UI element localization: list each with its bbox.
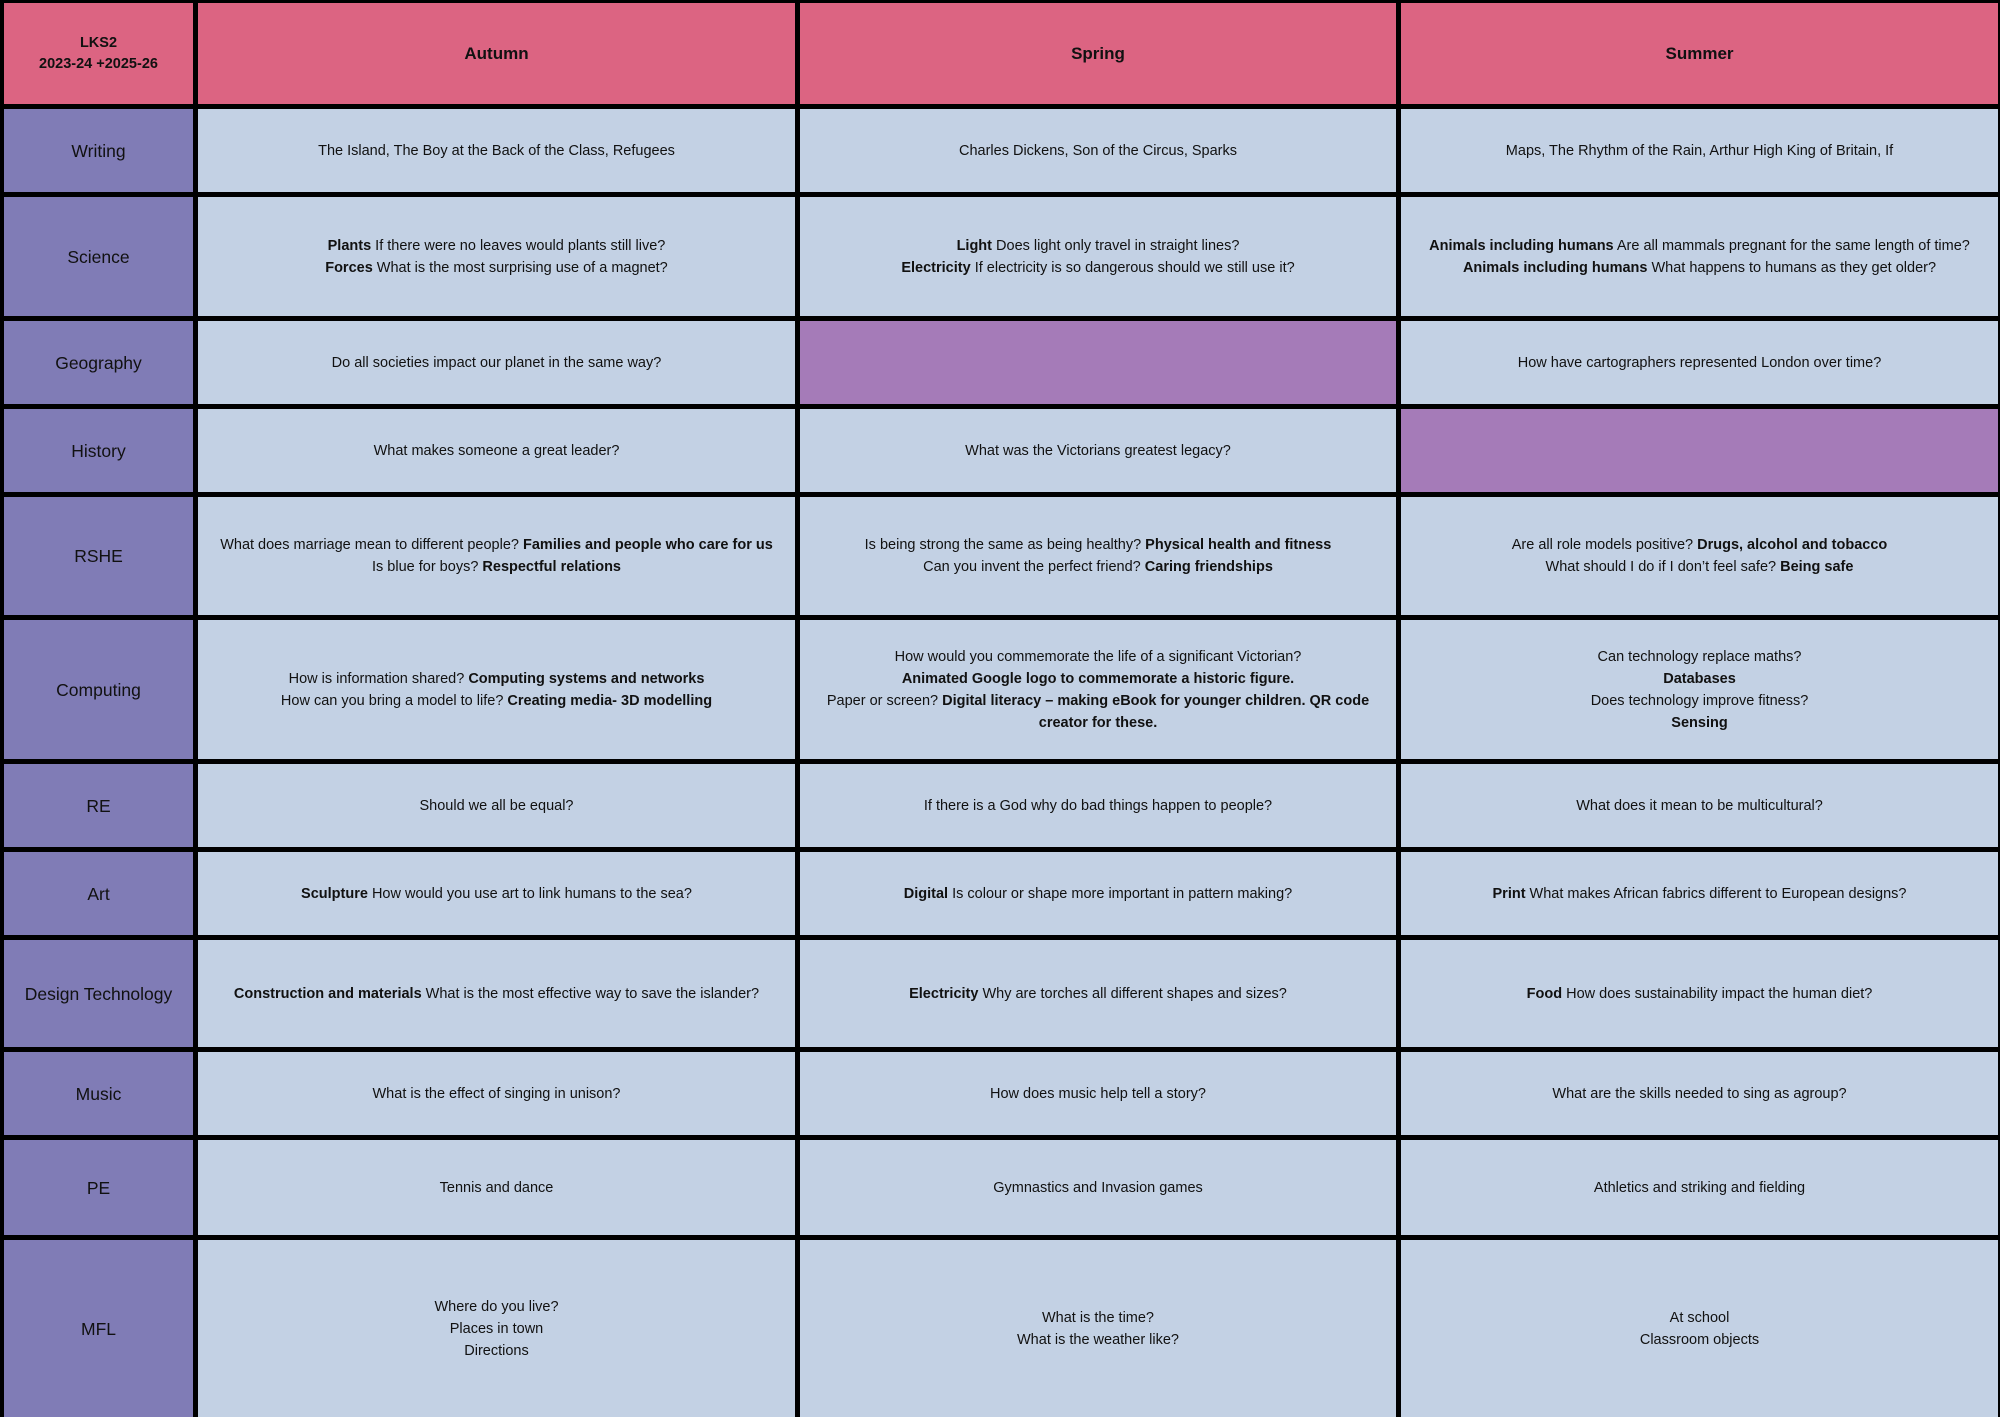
topic-bold-text: Electricity: [901, 259, 971, 276]
topic-cell-spring: [800, 1140, 1396, 1235]
topic-cell-spring: [800, 497, 1396, 615]
topic-line: [924, 795, 1272, 817]
topic-text: What is the weather like?: [1017, 1331, 1179, 1348]
topic-text: Can technology replace maths?: [1597, 648, 1802, 665]
topic-bold-text: Caring friendships: [1144, 559, 1273, 575]
topic-bold-text: Sensing: [1671, 714, 1728, 731]
topic-line: [901, 257, 1294, 279]
topic-text: What does marriage mean to different people?: [220, 537, 523, 553]
topic-line: [1506, 140, 1893, 162]
topic-cell-autumn: [198, 321, 795, 404]
topic-line: [440, 1177, 554, 1199]
topic-line: [1463, 257, 1936, 279]
topic-text: What is the time?: [1041, 1309, 1154, 1326]
subject-label: Art: [4, 852, 193, 935]
topic-cell-spring: [800, 620, 1396, 759]
topic-text: Are all mammals pregnant for the same length of time?: [1613, 237, 1970, 254]
topic-line: [865, 534, 1332, 556]
topic-text: Directions: [464, 1342, 529, 1359]
topic-text: What does it mean to be multicultural?: [1576, 797, 1823, 814]
corner-title: LKS2: [79, 34, 118, 51]
topic-bold-text: Computing systems and networks: [468, 670, 705, 687]
topic-line: [328, 235, 666, 257]
topic-text: Are all role models positive?: [1511, 537, 1698, 553]
topic-text: Can you invent the perfect friend?: [923, 559, 1145, 575]
topic-line: [1552, 1083, 1846, 1105]
topic-line: [904, 883, 1292, 905]
topic-line: [450, 1318, 544, 1340]
topic-bold-text: Digital literacy – making eBook for younger children. QR code creator for these.: [942, 692, 1370, 731]
topic-bold-text: Animated Google logo to commemorate a historic figure.: [901, 670, 1295, 687]
topic-line: [301, 883, 692, 905]
topic-text: Charles Dickens, Son of the Circus, Sparks: [958, 142, 1238, 159]
topic-line: [808, 690, 1388, 734]
topic-cell-spring: [800, 409, 1396, 492]
topic-text: Maps, The Rhythm of the Rain, Arthur High King of Britain, If: [1505, 142, 1894, 159]
topic-line: [1042, 1307, 1154, 1329]
topic-line: [318, 140, 675, 162]
topic-cell-spring: [800, 109, 1396, 192]
topic-cell-spring: [800, 1240, 1396, 1417]
topic-bold-text: Sculpture: [301, 885, 368, 902]
topic-bold-text: Being safe: [1780, 559, 1854, 575]
topic-line: [993, 1177, 1203, 1199]
topic-text: What happens to humans as they get older?: [1647, 259, 1937, 276]
topic-text: Tennis and dance: [439, 1179, 554, 1196]
topic-bold-text: Creating media- 3D modelling: [507, 692, 713, 709]
topic-text: What should I do if I don’t feel safe?: [1545, 559, 1781, 575]
topic-cell-summer: [1401, 764, 1998, 847]
topic-text: What is the most effective way to save the islander?: [421, 985, 760, 1002]
topic-text: Paper or screen?: [826, 692, 943, 709]
topic-cell-autumn: [198, 197, 795, 316]
topic-text: What is the most surprising use of a magnet?: [372, 259, 668, 276]
topic-text: If electricity is so dangerous should we still use it?: [970, 259, 1295, 276]
topic-line: [902, 668, 1294, 690]
topic-cell-summer: [1401, 1140, 1998, 1235]
topic-text: How does sustainability impact the human diet?: [1562, 985, 1873, 1002]
topic-cell-autumn: [198, 1052, 795, 1135]
topic-line: [332, 352, 662, 374]
topic-text: If there were no leaves would plants still live?: [371, 237, 666, 254]
topic-line: [1640, 1329, 1759, 1351]
topic-bold-text: Databases: [1663, 670, 1736, 687]
topic-line: [220, 534, 773, 556]
topic-cell-spring: [800, 940, 1396, 1047]
topic-text: What are the skills needed to sing as agroup?: [1552, 1085, 1847, 1102]
subject-label: RSHE: [4, 497, 193, 615]
topic-cell-autumn: [198, 940, 795, 1047]
term-header-summer: Summer: [1401, 3, 1998, 104]
topic-text: Athletics and striking and fielding: [1593, 1179, 1806, 1196]
topic-line: [965, 440, 1231, 462]
topic-cell-spring: [800, 764, 1396, 847]
topic-line: [1527, 983, 1873, 1005]
topic-text: Classroom objects: [1639, 1331, 1760, 1348]
subject-label: Design Technology: [4, 940, 193, 1047]
topic-cell-autumn: [198, 409, 795, 492]
topic-text: What is the effect of singing in unison?: [372, 1085, 621, 1102]
topic-text: How have cartographers represented London over time?: [1517, 354, 1882, 371]
topic-text: Is blue for boys?: [371, 559, 483, 575]
topic-text: Is being strong the same as being healthy?: [864, 537, 1146, 553]
topic-bold-text: Families and people who care for us: [523, 537, 773, 553]
topic-bold-text: Digital: [903, 885, 949, 902]
topic-cell-summer: [1401, 1240, 1998, 1417]
topic-text: Should we all be equal?: [419, 797, 574, 814]
topic-line: [1576, 795, 1823, 817]
topic-line: [1017, 1329, 1179, 1351]
topic-line: [434, 1296, 558, 1318]
topic-bold-text: Construction and materials: [233, 985, 422, 1002]
topic-bold-text: Food: [1526, 985, 1563, 1002]
topic-line: [374, 440, 620, 462]
topic-text: Gymnastics and Invasion games: [993, 1179, 1203, 1196]
topic-bold-text: Forces: [325, 259, 373, 276]
topic-bold-text: Animals including humans: [1429, 237, 1614, 254]
term-header-autumn: Autumn: [198, 3, 795, 104]
topic-line: [895, 646, 1302, 668]
topic-line: [1512, 534, 1888, 556]
topic-line: [1670, 1307, 1730, 1329]
topic-bold-text: Light: [956, 237, 992, 254]
topic-text: How would you commemorate the life of a significant Victorian?: [894, 648, 1302, 665]
topic-bold-text: Drugs, alcohol and tobacco: [1697, 537, 1888, 553]
topic-line: [909, 983, 1287, 1005]
empty-cell: [1401, 409, 1998, 492]
topic-line: [373, 1083, 621, 1105]
topic-cell-spring: [800, 852, 1396, 935]
topic-cell-summer: [1401, 321, 1998, 404]
topic-bold-text: Respectful relations: [482, 559, 621, 575]
topic-text: What was the Victorians greatest legacy?: [965, 442, 1231, 459]
topic-bold-text: Electricity: [909, 985, 979, 1002]
corner-header: [4, 3, 193, 104]
topic-line: [1671, 712, 1727, 734]
topic-text: Is colour or shape more important in pattern making?: [948, 885, 1293, 902]
topic-line: [325, 257, 668, 279]
topic-cell-summer: [1401, 197, 1998, 316]
subject-label: Science: [4, 197, 193, 316]
topic-line: [957, 235, 1240, 257]
topic-cell-summer: [1401, 940, 1998, 1047]
topic-text: Why are torches all different shapes and sizes?: [978, 985, 1287, 1002]
topic-bold-text: Print: [1492, 885, 1526, 902]
subject-label: Geography: [4, 321, 193, 404]
topic-text: What makes African fabrics different to European designs?: [1525, 885, 1907, 902]
term-header-spring: Spring: [800, 3, 1396, 104]
topic-text: The Island, The Boy at the Back of the Class, Refugees: [318, 142, 675, 159]
topic-cell-summer: [1401, 109, 1998, 192]
topic-cell-autumn: [198, 764, 795, 847]
subject-label: Writing: [4, 109, 193, 192]
topic-text: How is information shared?: [288, 670, 469, 687]
topic-text: Does technology improve fitness?: [1590, 692, 1809, 709]
topic-line: [1493, 883, 1907, 905]
topic-text: At school: [1669, 1309, 1730, 1326]
topic-text: How would you use art to link humans to the sea?: [367, 885, 692, 902]
topic-cell-summer: [1401, 497, 1998, 615]
topic-text: Do all societies impact our planet in the same way?: [331, 354, 662, 371]
topic-cell-autumn: [198, 1240, 795, 1417]
subject-label: Computing: [4, 620, 193, 759]
topic-line: [372, 556, 621, 578]
topic-cell-summer: [1401, 1052, 1998, 1135]
empty-cell: [800, 321, 1396, 404]
topic-line: [959, 140, 1237, 162]
topic-text: How does music help tell a story?: [990, 1085, 1206, 1102]
topic-line: [281, 690, 712, 712]
topic-text: Does light only travel in straight lines?: [992, 237, 1240, 254]
subject-label: RE: [4, 764, 193, 847]
subject-label: History: [4, 409, 193, 492]
topic-cell-autumn: [198, 620, 795, 759]
topic-text: Where do you live?: [434, 1298, 559, 1315]
topic-cell-autumn: [198, 109, 795, 192]
corner-years: 2023-24 +2025-26: [39, 55, 158, 72]
topic-cell-autumn: [198, 1140, 795, 1235]
topic-bold-text: Plants: [327, 237, 372, 254]
topic-text: If there is a God why do bad things happen to people?: [923, 797, 1273, 814]
topic-line: [1598, 646, 1802, 668]
topic-line: [1518, 352, 1882, 374]
topic-cell-spring: [800, 197, 1396, 316]
topic-line: [1594, 1177, 1805, 1199]
topic-text: What makes someone a great leader?: [373, 442, 620, 459]
topic-line: [234, 983, 759, 1005]
topic-cell-autumn: [198, 852, 795, 935]
topic-line: [1429, 235, 1970, 257]
subject-label: MFL: [4, 1240, 193, 1417]
topic-text: How can you bring a model to life?: [280, 692, 508, 709]
topic-line: [1546, 556, 1854, 578]
topic-line: [1591, 690, 1809, 712]
topic-bold-text: Animals including humans: [1462, 259, 1648, 276]
topic-cell-spring: [800, 1052, 1396, 1135]
topic-line: [923, 556, 1273, 578]
topic-cell-summer: [1401, 620, 1998, 759]
topic-line: [420, 795, 574, 817]
topic-line: [464, 1340, 528, 1362]
topic-line: [990, 1083, 1206, 1105]
subject-label: PE: [4, 1140, 193, 1235]
topic-cell-summer: [1401, 852, 1998, 935]
topic-line: [289, 668, 705, 690]
topic-line: [1663, 668, 1736, 690]
topic-bold-text: Physical health and fitness: [1145, 537, 1332, 553]
subject-label: Music: [4, 1052, 193, 1135]
topic-cell-autumn: [198, 497, 795, 615]
topic-text: Places in town: [449, 1320, 544, 1337]
